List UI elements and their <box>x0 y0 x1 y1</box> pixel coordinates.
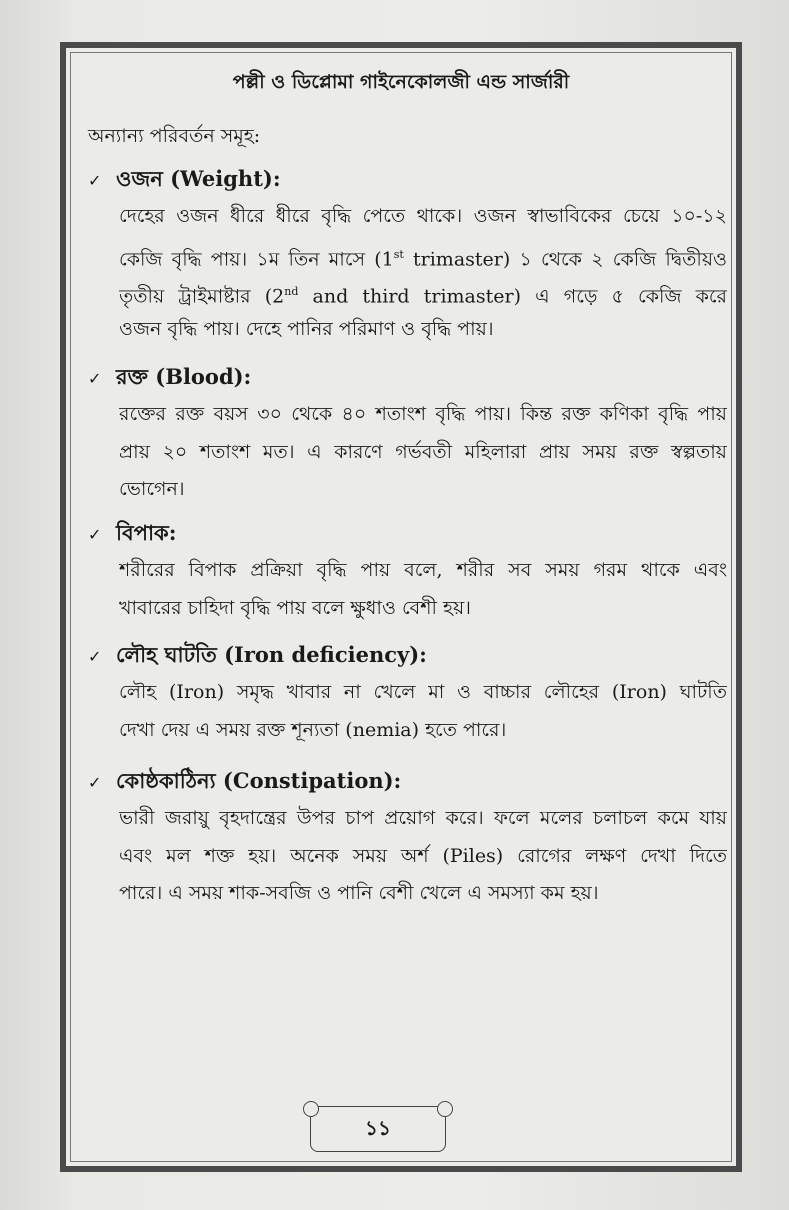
body-line: প্রায় ২০ শতাংশ মত। এ কারণে গর্ভবতী মহিলারা প্রায় সময় রক্ত স্বল্পতায় <box>119 440 727 463</box>
body-line: ভারী জরায়ু বৃহদান্ত্রের উপর চাপ প্রয়োগ করে। ফলে মলের চলাচল কমে যায় <box>119 807 727 829</box>
section-heading: কোষ্ঠকাঠিন্য (Constipation): <box>116 768 402 793</box>
section-heading: ওজন (Weight): <box>116 166 281 191</box>
section-constipation <box>88 762 728 913</box>
body-line: শরীরের বিপাক প্রক্রিয়া বৃদ্ধি পায় বলে, শরীর সব সময় গরম থাকে এবং <box>119 559 727 581</box>
intro-heading: অন্যান্য পরিবর্তন সমূহ: <box>88 125 261 147</box>
body-line: লৌহ (Iron) সমৃদ্ধ খাবার না খেলে মা ও বাচ্চার লৌহের (Iron) ঘাটতি <box>119 681 727 703</box>
checkmark-icon: ✓ <box>88 525 102 544</box>
section-iron-deficiency <box>88 636 728 749</box>
section-metabolism <box>88 514 728 627</box>
body-line: কেজি বৃদ্ধি পায়। ১ম তিন মাসে (1st trimaster) ১ থেকে ২ কেজি দ্বিতীয়ও <box>119 247 727 270</box>
body-line: দেখা দেয় এ সময় রক্ত শূন্যতা (nemia) হতে পারে। <box>119 718 507 741</box>
page-number: ১১ <box>365 1116 391 1140</box>
section-heading: লৌহ ঘাটতি (Iron deficiency): <box>116 642 427 667</box>
checkmark-icon: ✓ <box>88 171 102 190</box>
page-frame <box>60 42 742 1172</box>
body-line: রক্তের রক্ত বয়স ৩০ থেকে ৪০ শতাংশ বৃদ্ধি পায়। কিন্ত রক্ত কণিকা বৃদ্ধি পায় <box>119 403 727 425</box>
scroll-curl-icon <box>303 1101 319 1117</box>
body-line: ওজন বৃদ্ধি পায়। দেহে পানির পরিমাণ ও বৃদ্ধি পায়। <box>119 317 494 340</box>
body-line: খাবারের চাহিদা বৃদ্ধি পায় বলে ক্ষুধাও বেশী হয়। <box>119 596 471 619</box>
checkmark-icon: ✓ <box>88 647 102 666</box>
section-heading: বিপাক: <box>116 520 177 545</box>
running-header: পল্লী ও ডিপ্লোমা গাইনেকোলজী এন্ড সার্জারী <box>232 71 570 93</box>
section-weight <box>88 160 728 348</box>
body-line: ভোগেন। <box>119 478 185 500</box>
section-blood <box>88 358 728 509</box>
checkmark-icon: ✓ <box>88 369 102 388</box>
checkmark-icon: ✓ <box>88 773 102 792</box>
body-line: দেহের ওজন ধীরে ধীরে বৃদ্ধি পেতে থাকে। ওজন স্বাভাবিকের চেয়ে ১০-১২ <box>119 205 727 227</box>
body-line: এবং মল শক্ত হয়। অনেক সময় অর্শ (Piles) রোগের লক্ষণ দেখা দিতে <box>119 844 727 867</box>
page-number-scroll <box>310 1106 446 1152</box>
body-line: তৃতীয় ট্রাইমাষ্টার (2nd and third trimaster) এ গড়ে ৫ কেজি করে <box>119 285 727 308</box>
scroll-curl-icon <box>437 1101 453 1117</box>
section-heading: রক্ত (Blood): <box>116 364 252 389</box>
body-line: পারে। এ সময় শাক-সবজি ও পানি বেশী খেলে এ সমস্যা কম হয়। <box>119 882 599 904</box>
